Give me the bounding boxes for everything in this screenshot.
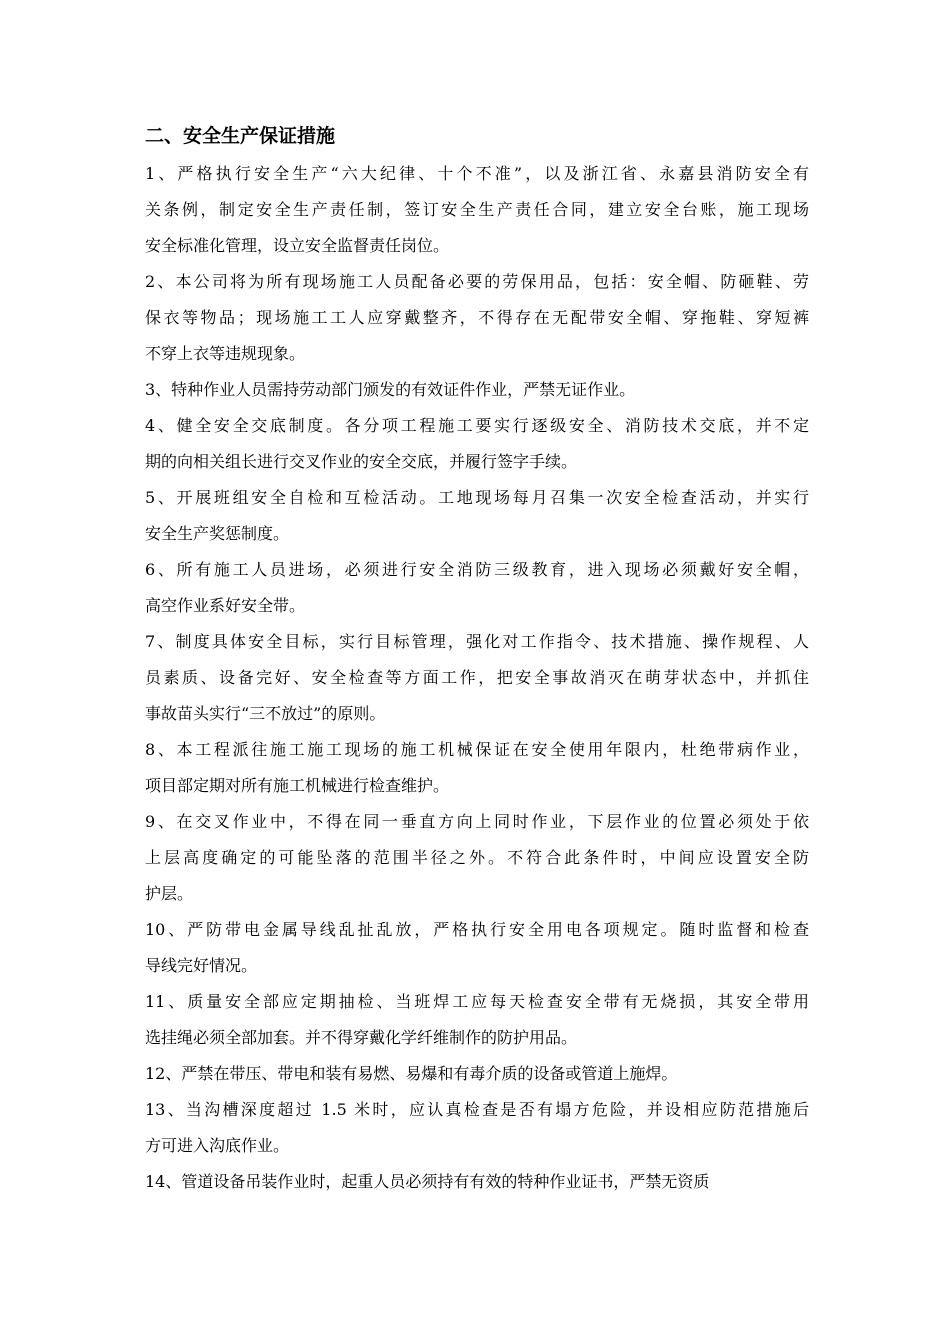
measure-item-line: 10、严防带电金属导线乱扯乱放，严格执行安全用电各项规定。随时监督和检查 — [145, 920, 809, 939]
measure-item-line: 2、本公司将为所有现场施工人员配备必要的劳保用品，包括：安全帽、防砸鞋、劳 — [145, 272, 809, 291]
measure-item-line: 上层高度确定的可能坠落的范围半径之外。不符合此条件时，中间应设置安全防 — [145, 848, 809, 867]
measure-item-line: 13、当沟槽深度超过 1.5 米时，应认真检查是否有塌方危险，并设相应防范措施后 — [145, 1100, 809, 1119]
measure-item-line: 高空作业系好安全带。 — [145, 596, 306, 615]
measure-item-line: 关条例，制定安全生产责任制，签订安全生产责任合同，建立安全台账，施工现场 — [145, 200, 809, 219]
measure-item-line: 8、本工程派往施工施工现场的施工机械保证在安全使用年限内，杜绝带病作业， — [145, 740, 809, 759]
measure-item — [145, 624, 809, 732]
measure-item-line: 9、在交叉作业中，不得在同一垂直方向上同时作业，下层作业的位置必须处于依 — [145, 812, 809, 831]
measure-item-line: 1、严格执行安全生产“六大纪律、十个不准”，以及浙江省、永嘉县消防安全有 — [145, 164, 809, 183]
measure-item-line: 方可进入沟底作业。 — [145, 1136, 290, 1155]
measure-item-line: 期的向相关组长进行交叉作业的安全交底，并履行签字手续。 — [145, 452, 578, 471]
measure-item — [145, 264, 809, 372]
measure-item-line: 14、管道设备吊装作业时，起重人员必须持有有效的特种作业证书，严禁无资质 — [145, 1172, 710, 1191]
measure-item — [145, 1164, 809, 1200]
measure-item-line: 事故苗头实行“三不放过”的原则。 — [145, 704, 386, 723]
measure-item-line: 保衣等物品；现场施工工人应穿戴整齐，不得存在无配带安全帽、穿拖鞋、穿短裤 — [145, 308, 809, 327]
measure-item — [145, 1092, 809, 1164]
measure-item — [145, 480, 809, 552]
measure-item-line: 选挂绳必须全部加套。并不得穿戴化学纤维制作的防护用品。 — [145, 1028, 578, 1047]
measure-item — [145, 732, 809, 804]
section-heading: 二、安全生产保证措施 — [145, 125, 336, 147]
measure-item — [145, 804, 809, 912]
measure-item-line: 项目部定期对所有施工机械进行检查维护。 — [145, 776, 450, 795]
measure-item-line: 11、质量安全部应定期抽检、当班焊工应每天检查安全带有无烧损，其安全带用 — [145, 992, 809, 1011]
measure-item — [145, 408, 809, 480]
measure-item — [145, 552, 809, 624]
measure-item-line: 6、所有施工人员进场，必须进行安全消防三级教育，进入现场必须戴好安全帽， — [145, 560, 809, 579]
measure-item — [145, 984, 809, 1056]
measure-item-line: 3、特种作业人员需持劳动部门颁发的有效证件作业，严禁无证作业。 — [145, 380, 636, 399]
measure-item-line: 5、开展班组安全自检和互检活动。工地现场每月召集一次安全检查活动，并实行 — [145, 488, 809, 507]
measure-item-line: 安全标准化管理，设立安全监督责任岗位。 — [145, 236, 450, 255]
measure-item-line: 7、制度具体安全目标，实行目标管理，强化对工作指令、技术措施、操作规程、人 — [145, 632, 809, 651]
measure-item-line: 4、健全安全交底制度。各分项工程施工要实行逐级安全、消防技术交底，并不定 — [145, 416, 809, 435]
measure-item — [145, 1056, 809, 1092]
measure-item-line: 员素质、设备完好、安全检查等方面工作，把安全事故消灭在萌芽状态中，并抓住 — [145, 668, 809, 687]
measure-item — [145, 912, 809, 984]
measure-item-line: 不穿上衣等违规现象。 — [145, 344, 306, 363]
measure-item-line: 导线完好情况。 — [145, 956, 258, 975]
measure-item-line: 12、严禁在带压、带电和装有易燃、易爆和有毒介质的设备或管道上施焊。 — [145, 1064, 678, 1083]
measure-list — [145, 156, 809, 1200]
document-body — [145, 120, 809, 1200]
measure-item — [145, 372, 809, 408]
measure-item-line: 安全生产奖惩制度。 — [145, 524, 290, 543]
measure-item-line: 护层。 — [145, 884, 194, 903]
measure-item — [145, 156, 809, 264]
